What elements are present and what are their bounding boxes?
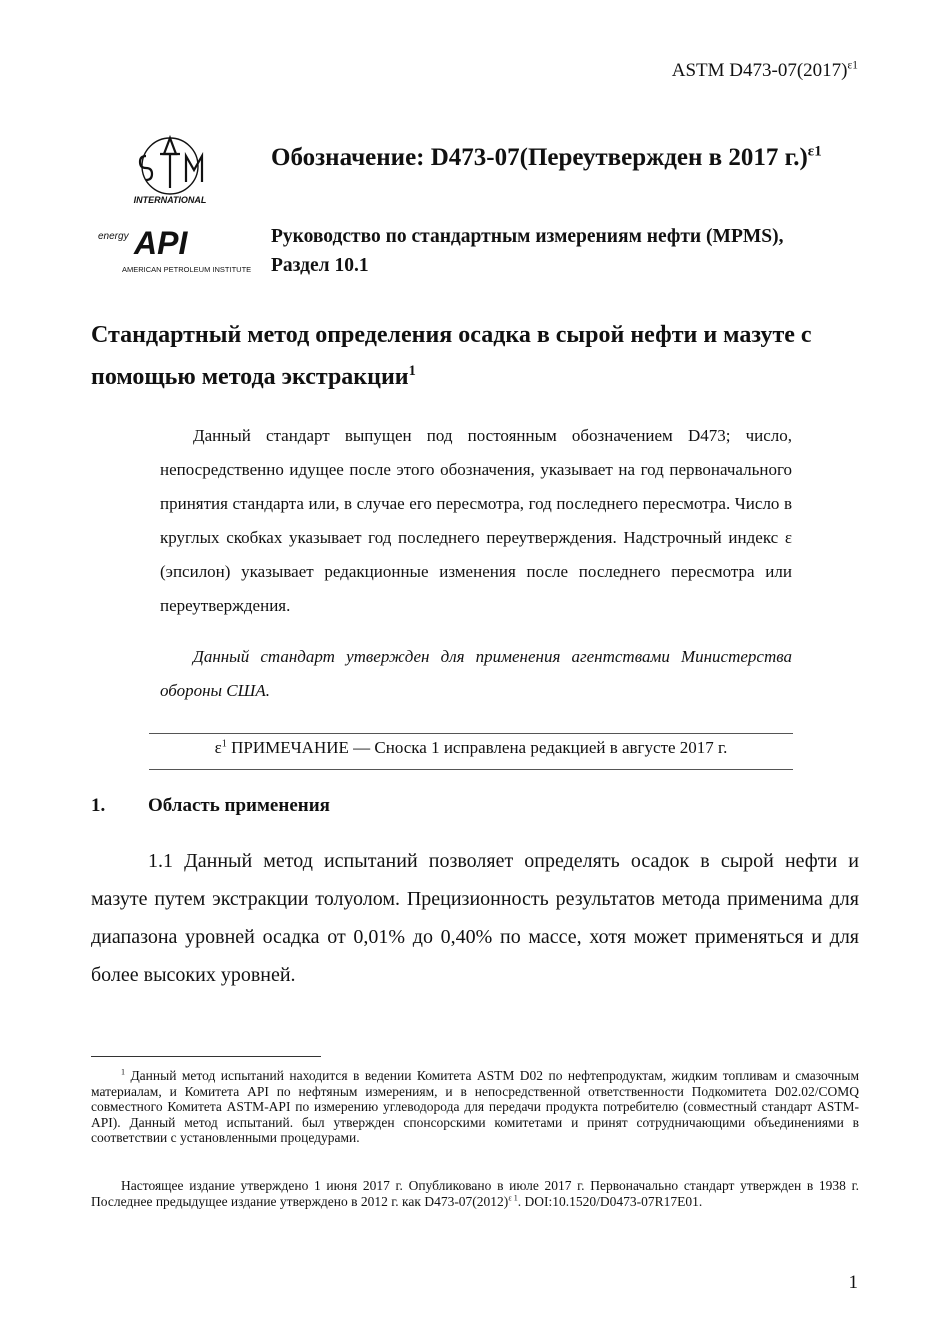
astm-logo [124, 132, 216, 206]
note-top-rule [149, 733, 793, 734]
editorial-note: $\varepsilon^1$ ПРИМЕЧАНИЕ — Сноска 1 исправлена редакцией в августе 2017 г. [214, 738, 728, 757]
api-energy-label: energy [98, 231, 129, 242]
section-title: Область применения [148, 795, 330, 816]
designation-heading: Обозначение: D473-07(Переутвержден в 2017 г.)$^{\varepsilon 1}$ [271, 143, 822, 171]
api-logo-caption: AMERICAN PETROLEUM INSTITUTE [122, 265, 252, 274]
manual-reference [271, 222, 871, 280]
api-logo [94, 222, 269, 278]
document-code: ASTM $D473-07(2017)^{\varepsilon 1}$ [671, 59, 858, 81]
footnote-1: $^1$ Данный метод испытаний находится в ведении Комитета ASTM D02 по нефтепродуктам, жидким топливам и смазочным материалам, и Комитета API по нефтяным измерениям, и в непосредственной ответственности Подкомитета D02.02/COMQ совместного Комитета ASTM-API по измерению углеводорода для передачи продукта потребителю (совместный стандарт ASTM-API). Данный метод испытаний. был утвержден спонсорскими комитетами и принят сотрудничающими объединениями в соответствии с установленными процедурами. [91, 1067, 859, 1145]
footnote-2: Настоящее издание утверждено 1 июня 2017 г. Опубликовано в июле 2017 г. Первоначально стандарт утвержден в 1938 г. Последнее предыдущее издание утверждено в 2012 г. как $D473-07(2012)^{\varepsilon 1}$. DOI:10.1520/D0473-07R17E01. [91, 1178, 859, 1209]
page-number: 1 [848, 1272, 858, 1293]
api-wordmark: API [134, 225, 188, 261]
manual-line-2: Раздел 10.1 [271, 255, 369, 276]
astm-logo-caption: INTERNATIONAL [133, 195, 207, 205]
document-title: Стандартный метод определения осадка в сырой нефти и мазуте с помощью метода экстракции$^1$ [91, 322, 812, 390]
footnote-separator [91, 1056, 321, 1057]
manual-line-1: Руководство по стандартным измерениям нефти (MPMS), [271, 226, 784, 247]
section-paragraph: 1.1 Данный метод испытаний позволяет определять осадок в сырой нефти и мазуте путем экстракции толуолом. Прецизионность результатов метода применима для диапазона уровней осадка от 0,01% до 0,40% по массе, хотя может применяться и для более высоких уровней. [91, 850, 859, 986]
dod-approval-note: Данный стандарт утвержден для применения агентствами Министерства обороны США. [160, 647, 792, 700]
intro-paragraph: Данный стандарт выпущен под постоянным обозначением D473; число, непосредственно идущее после этого обозначения, указывает на год первоначального принятия стандарта или, в случае его пересмотра, год последнего пересмотра. Число в круглых скобках указывает год последнего переутверждения. Надстрочный индекс ε (эпсилон) указывает редакционные изменения после последнего пересмотра или переутверждения. [160, 426, 792, 615]
section-number: 1. [91, 795, 106, 816]
note-bottom-rule [149, 769, 793, 770]
